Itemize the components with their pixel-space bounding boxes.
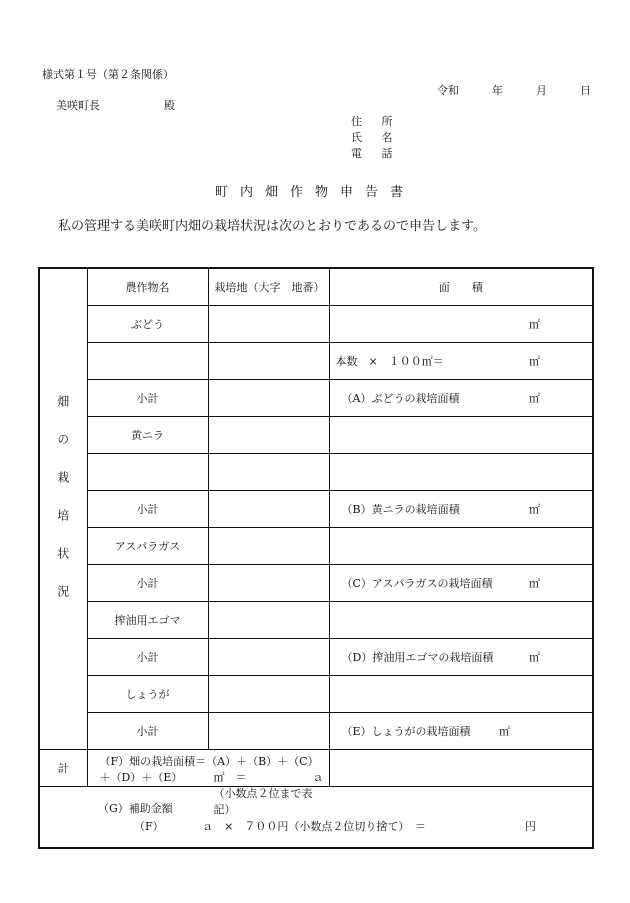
subtotal-label: 小計 [87, 639, 208, 676]
area-input[interactable] [329, 306, 593, 343]
document-title: 町内畑作物申告書 [214, 185, 415, 200]
area-d-input[interactable] [329, 639, 593, 676]
addressee: 美咲町長 [56, 99, 100, 112]
header-location: 栽培地（大字 地番） [208, 268, 329, 306]
total-label: 計 [39, 750, 87, 787]
location-input[interactable] [208, 528, 329, 565]
location-input[interactable] [208, 343, 329, 380]
date-field[interactable]: 令和 年 月 日 [437, 84, 591, 97]
area-e-label: （E）しょうがの栽培面積 [341, 725, 471, 738]
table-row [39, 306, 593, 343]
location-input[interactable] [208, 676, 329, 713]
total-formula: （F）畑の栽培面積＝（A）＋（B）＋（C）＋（D）＋（E） [99, 755, 319, 784]
location-input[interactable] [208, 417, 329, 454]
table-header-row [39, 268, 593, 306]
side-label: 畑の栽培状況 [55, 395, 70, 623]
unit-label: ㎡ [529, 318, 540, 331]
area-c-label: （C）アスパラガスの栽培面積 [341, 577, 493, 590]
area-input[interactable] [329, 417, 593, 454]
table-row [39, 454, 593, 491]
crop-ginger: しょうが [87, 676, 208, 713]
location-input[interactable] [208, 380, 329, 417]
table-row [39, 787, 593, 849]
crop-grape: ぶどう [87, 306, 208, 343]
addressee-honorific: 殿 [164, 99, 175, 112]
location-input[interactable] [208, 602, 329, 639]
unit-label: ㎡ [499, 725, 510, 738]
area-input[interactable] [329, 528, 593, 565]
area-a-input[interactable] [329, 380, 593, 417]
location-input[interactable] [208, 454, 329, 491]
crop-nira: 黄ニラ [87, 417, 208, 454]
crop-input[interactable] [87, 343, 208, 380]
header-crop: 農作物名 [87, 268, 208, 306]
total-conversion: ㎡ ＝ ａ（小数点２位まで表記） [213, 771, 324, 816]
name-label: 氏 名 [351, 131, 401, 144]
table-row [39, 565, 593, 602]
area-input[interactable] [329, 454, 593, 491]
area-b-input[interactable] [329, 491, 593, 528]
phone-label: 電 話 [351, 147, 401, 160]
crop-egoma: 搾油用エゴマ [87, 602, 208, 639]
grape-count-formula: 本数 × １００㎡＝ [335, 355, 444, 368]
header-area: 面 積 [329, 268, 593, 306]
area-input[interactable] [329, 676, 593, 713]
area-b-label: （B）黄ニラの栽培面積 [341, 503, 460, 516]
crop-input[interactable] [87, 454, 208, 491]
area-input[interactable] [329, 602, 593, 639]
form-number: 様式第１号（第２条関係） [42, 68, 174, 81]
subsidy-title: （G）補助金額 [98, 802, 173, 815]
table-row [39, 713, 593, 750]
location-input[interactable] [208, 306, 329, 343]
table-row [39, 639, 593, 676]
area-d-label: （D）搾油用エゴマの栽培面積 [341, 651, 494, 664]
subtotal-label: 小計 [87, 491, 208, 528]
table-row [39, 528, 593, 565]
unit-label: ㎡ [529, 355, 540, 368]
location-input[interactable] [208, 639, 329, 676]
intro-text: 私の管理する美咲町内畑の栽培状況は次のとおりであるので申告します。 [58, 219, 486, 234]
subtotal-label: 小計 [87, 380, 208, 417]
table-row [39, 750, 593, 787]
grape-count-input[interactable] [329, 343, 593, 380]
subtotal-label: 小計 [87, 713, 208, 750]
location-input[interactable] [208, 565, 329, 602]
table-row [39, 380, 593, 417]
side-label-cell [39, 268, 87, 750]
area-e-input[interactable] [329, 713, 593, 750]
location-input[interactable] [208, 491, 329, 528]
unit-label: ㎡ [529, 651, 540, 664]
unit-label: ㎡ [529, 392, 540, 405]
unit-label: ㎡ [529, 577, 540, 590]
table-row [39, 343, 593, 380]
cultivation-table [38, 267, 594, 849]
crop-asparagus: アスパラガス [87, 528, 208, 565]
table-row [39, 602, 593, 639]
subsidy-formula: （F） ａ × ７００円（小数点２位切り捨て） ＝ 円 [134, 820, 536, 833]
area-a-label: （A）ぶどうの栽培面積 [341, 392, 460, 405]
location-input[interactable] [208, 713, 329, 750]
area-c-input[interactable] [329, 565, 593, 602]
table-row [39, 676, 593, 713]
table-row [39, 491, 593, 528]
table-row [39, 417, 593, 454]
address-label: 住 所 [351, 115, 401, 128]
subtotal-label: 小計 [87, 565, 208, 602]
subsidy-input[interactable] [39, 787, 593, 849]
unit-label: ㎡ [529, 503, 540, 516]
